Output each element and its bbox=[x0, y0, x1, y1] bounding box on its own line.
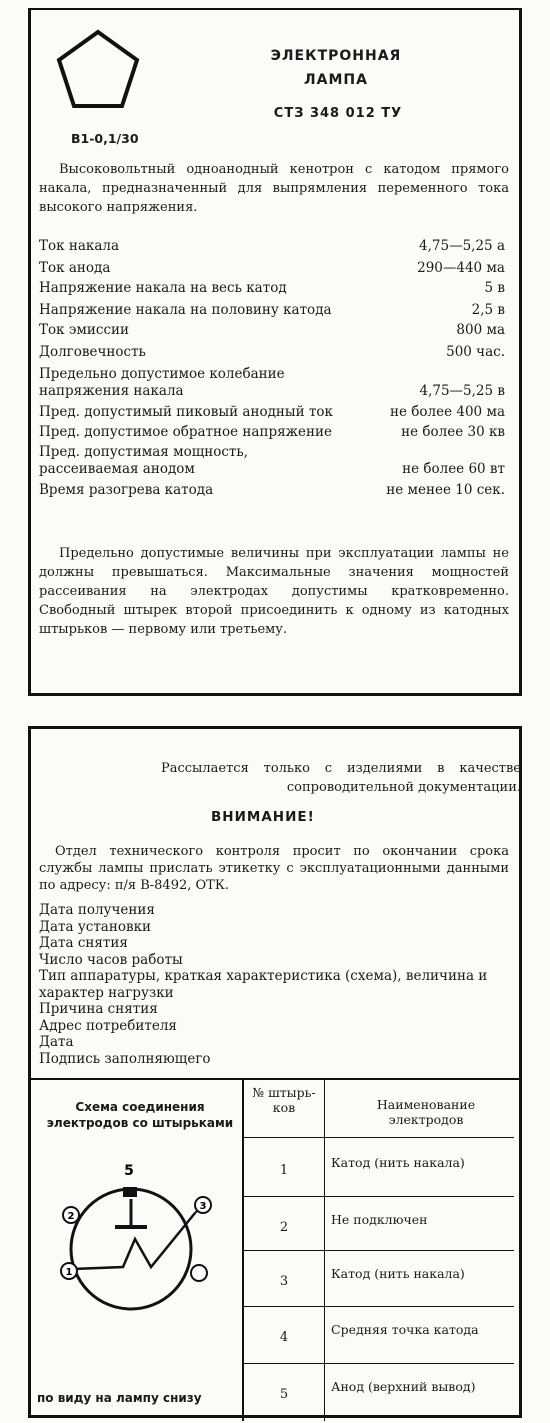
table-header-num: № штырь-ков bbox=[252, 1085, 316, 1115]
table-cell-name: Не подключен bbox=[331, 1212, 428, 1227]
parameter-row bbox=[39, 238, 505, 254]
parameter-value: не более 60 вт bbox=[402, 461, 505, 477]
divider bbox=[244, 1363, 514, 1364]
table-cell-num: 5 bbox=[279, 1387, 289, 1402]
intro-text: Высоковольтный однoанодный кенотрон с катодом прямого накала, предназначенный для выпрямления переменного тока высокого напряжения. bbox=[39, 162, 509, 215]
field-list bbox=[39, 902, 509, 1067]
parameter-name: Долговечность bbox=[39, 344, 146, 360]
pin-label-5: 5 bbox=[124, 1163, 134, 1179]
parameter-value: не менее 10 сек. bbox=[386, 482, 505, 498]
table-cell-name: Катод (нить накала) bbox=[331, 1266, 465, 1281]
parameter-value: 800 ма bbox=[456, 322, 505, 338]
pin-label-3: 3 bbox=[199, 1201, 207, 1212]
parameter-name: Пред. допустимая мощность, рассеиваемая анодом bbox=[39, 444, 249, 477]
parameter-row bbox=[39, 302, 505, 318]
form-field-label: Причина снятия bbox=[39, 1001, 158, 1017]
table-cell-name: Средняя точка катода bbox=[331, 1322, 479, 1337]
parameter-row bbox=[39, 280, 505, 296]
parameter-row bbox=[39, 444, 505, 478]
parameter-value: не более 400 ма bbox=[390, 404, 505, 420]
feedback-form-label bbox=[28, 726, 522, 1418]
table-cell-name: Катод (нить накала) bbox=[331, 1155, 465, 1170]
form-field-label: Тип аппаратуры, краткая характеристика (схема), величина и характер нагрузки bbox=[39, 968, 488, 1001]
parameter-name: Ток анода bbox=[39, 260, 111, 276]
parameter-row bbox=[39, 424, 505, 440]
table-cell-num: 1 bbox=[279, 1163, 289, 1178]
divider bbox=[244, 1306, 514, 1307]
parameter-value: не более 30 кв bbox=[401, 424, 505, 440]
tube-model: В1-0,1/30 bbox=[71, 131, 139, 146]
filament-line bbox=[73, 1213, 195, 1269]
form-field-label: Адрес потребителя bbox=[39, 1017, 177, 1034]
page-title: ЭЛЕКТРОННАЯ ЛАМПА bbox=[270, 48, 402, 88]
parameter-value: 290—440 ма bbox=[417, 260, 505, 276]
parameter-value: 4,75—5,25 а bbox=[419, 238, 505, 254]
pin-label-2: 2 bbox=[67, 1211, 75, 1222]
note-text: Предельно допустимые величины при эксплуатации лампы не должны превышаться. Максимальные значения мощностей рассеивания на электродах допустимы кратковременно. Свободный штырек второй присоединить к одному из катодных штырьков — первому или третьему. bbox=[39, 546, 509, 637]
form-field-label: Дата получения bbox=[39, 902, 155, 918]
parameter-name: Ток накала bbox=[39, 238, 120, 254]
parameter-name: Время разогрева катода bbox=[39, 482, 214, 498]
table-header-name: Наименование электродов bbox=[376, 1097, 476, 1127]
standard-code: СТЗ 348 012 ТУ bbox=[273, 106, 403, 121]
parameter-name: Напряжение накала на половину катода bbox=[39, 302, 332, 318]
table-cell-num: 2 bbox=[279, 1220, 289, 1235]
parameter-row bbox=[39, 260, 505, 276]
table-cell-num: 4 bbox=[279, 1330, 289, 1345]
form-field-label: Дата bbox=[39, 1034, 74, 1050]
tube-datasheet-label bbox=[28, 8, 522, 696]
parameter-value: 5 в bbox=[484, 280, 505, 296]
pin-diagram bbox=[51, 1159, 241, 1329]
parameter-row bbox=[39, 366, 505, 400]
parameter-value: 2,5 в bbox=[471, 302, 505, 318]
request-text: Отдел технического контроля просит по окончании срока службы лампы прислать этикетку с эксплуатационными данными по адресу: п/я В-8492, ОТК. bbox=[39, 844, 509, 893]
parameter-name: Пред. допустимое обратное напряжение bbox=[39, 424, 333, 440]
table-cell-num: 3 bbox=[279, 1274, 289, 1289]
table-cell-name: Анод (верхний вывод) bbox=[331, 1379, 476, 1394]
diagram-caption: по виду на лампу снизу bbox=[37, 1391, 202, 1405]
pin-label-1: 1 bbox=[65, 1267, 73, 1278]
parameter-row bbox=[39, 322, 505, 338]
parameter-name: Напряжение накала на весь катод bbox=[39, 280, 287, 296]
parameter-value: 4,75—5,25 в bbox=[419, 383, 505, 399]
parameter-name: Ток эмиссии bbox=[39, 322, 130, 338]
form-field-label: Подпись заполняющего bbox=[39, 1050, 211, 1067]
parameter-row bbox=[39, 344, 505, 360]
parameter-value: 500 час. bbox=[446, 344, 505, 360]
parameter-name: Пред. допустимый пиковый анодный ток bbox=[39, 404, 333, 420]
pentagon-icon bbox=[53, 26, 143, 116]
parameter-row bbox=[39, 404, 505, 420]
diagram-title: Схема соединения электродов со штырьками bbox=[46, 1100, 234, 1130]
divider bbox=[244, 1137, 514, 1138]
attention-heading: ВНИМАНИЕ! bbox=[211, 809, 315, 825]
shipping-note: Рассылается только с изделиями в качестве сопроводительной документации. bbox=[161, 761, 521, 795]
form-field-label: Дата установки bbox=[39, 918, 152, 935]
parameter-name: Предельно допустимое колебание напряжения накала bbox=[39, 366, 285, 399]
form-field-label: Число часов работы bbox=[39, 951, 183, 968]
divider bbox=[244, 1250, 514, 1251]
parameter-row bbox=[39, 482, 505, 498]
form-field-label: Дата снятия bbox=[39, 935, 128, 951]
divider bbox=[28, 1078, 522, 1080]
divider bbox=[244, 1196, 514, 1197]
pin-4-marker bbox=[191, 1265, 207, 1281]
